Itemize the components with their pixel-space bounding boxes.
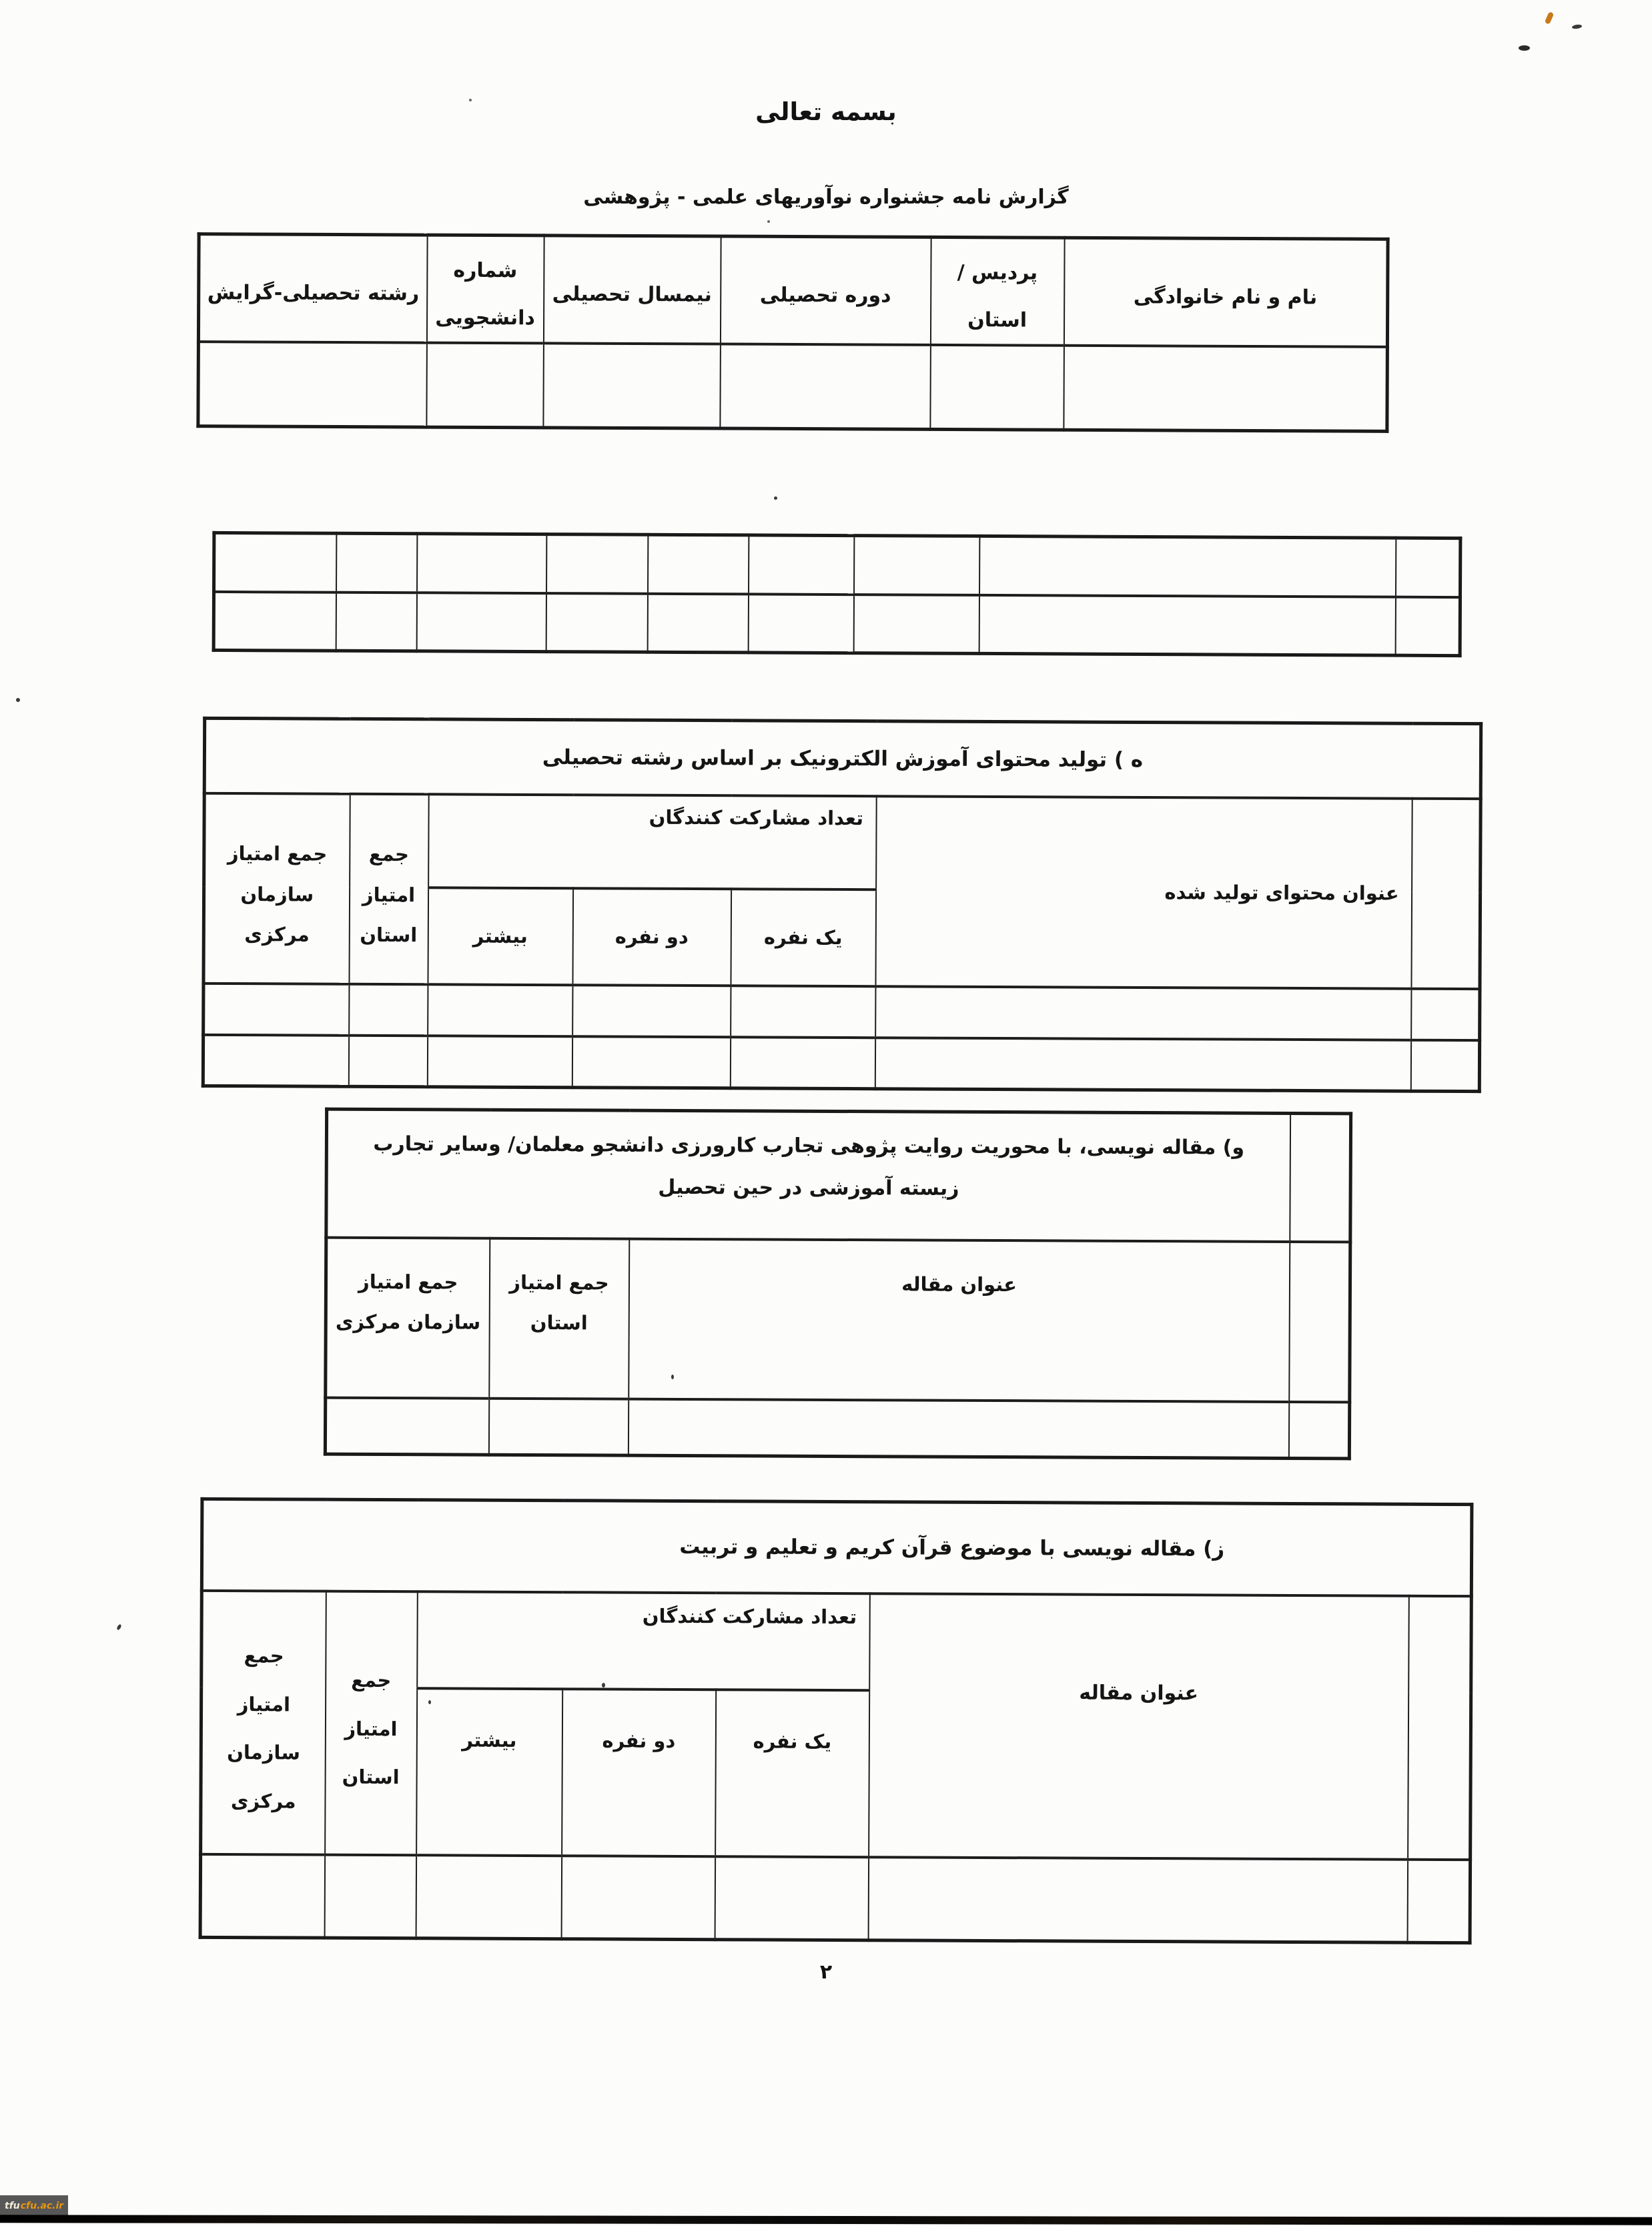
content-title-column-header: عنوان محتوای تولید شده <box>875 796 1412 989</box>
section-e-data-row <box>203 1034 1479 1091</box>
empty-cell <box>546 593 647 653</box>
row-number-column-header <box>1289 1241 1350 1401</box>
empty-cell <box>748 594 853 653</box>
scan-speck <box>16 698 20 702</box>
student-info-data-row <box>198 342 1388 431</box>
empty-cell <box>853 536 979 595</box>
watermark-badge <box>0 2195 68 2216</box>
full-name-cell <box>1064 346 1388 431</box>
student-info-header-row <box>198 234 1388 347</box>
student-info-table <box>196 232 1389 432</box>
header-major: رشته تحصیلی-گرایش <box>198 234 427 343</box>
empty-cell <box>647 593 748 653</box>
empty-cell <box>1395 538 1460 597</box>
article-title-column-header: عنوان مقاله <box>629 1238 1290 1401</box>
one-person-cell <box>715 1856 869 1940</box>
header-student-number: شماره دانشجویی <box>426 235 544 343</box>
section-e-title-row <box>204 718 1481 798</box>
one-person-header: یک نفره <box>715 1690 869 1857</box>
row-number-column-header <box>1290 1113 1351 1241</box>
province-score-header: جمع امتیاز استان <box>325 1591 418 1855</box>
scan-edge-strip <box>0 2215 1652 2225</box>
scan-speck <box>469 99 472 101</box>
row-number-cell <box>1288 1401 1349 1458</box>
empty-row <box>214 532 1461 597</box>
header-full-name: نام و نام خانوادگی <box>1064 238 1388 347</box>
one-person-header: یک نفره <box>731 889 876 986</box>
two-person-header: دو نفره <box>562 1689 716 1856</box>
section-e-data-row <box>203 983 1480 1040</box>
content-title-cell <box>875 1038 1410 1092</box>
two-person-cell <box>561 1856 715 1940</box>
scan-speck <box>1519 45 1530 51</box>
central-org-score-header: جمع امتیاز سازمان مرکزی <box>326 1237 490 1398</box>
participants-count-header: تعداد مشارکت کنندگان <box>417 1591 870 1690</box>
section-e-title: ه ) تولید محتوای آموزش الکترونیک بر اساس رشته تحصیلی <box>204 718 1481 798</box>
empty-row <box>214 591 1460 655</box>
row-number-column-header <box>1408 1595 1472 1859</box>
empty-cell <box>336 592 416 651</box>
empty-cell <box>546 534 648 594</box>
header-campus-province: پردیس / استان <box>930 237 1064 345</box>
one-person-cell <box>730 1037 875 1089</box>
overflow-empty-table <box>212 531 1463 657</box>
more-persons-cell <box>428 984 572 1036</box>
econtent-section-table <box>201 717 1483 1093</box>
empty-cell <box>214 532 336 592</box>
empty-cell <box>979 595 1395 655</box>
empty-cell <box>1395 597 1460 655</box>
participants-count-header: تعداد مشارکت کنندگان <box>428 794 877 889</box>
major-cell <box>198 342 427 426</box>
content-title-cell <box>875 986 1411 1040</box>
empty-cell <box>416 593 546 652</box>
degree-cell <box>720 344 931 429</box>
page-number: ۲ <box>819 1960 833 1984</box>
more-persons-cell <box>427 1036 572 1088</box>
more-persons-cell <box>416 1855 562 1939</box>
header-degree: دوره تحصیلی <box>720 236 931 345</box>
province-score-cell <box>324 1854 416 1938</box>
central-score-cell <box>325 1397 488 1455</box>
narrative-article-section-table <box>324 1108 1352 1461</box>
central-score-cell <box>203 983 349 1035</box>
row-number-cell <box>1410 1040 1479 1091</box>
semester-cell <box>543 343 721 428</box>
section-v-title-row <box>326 1109 1351 1242</box>
empty-cell <box>979 536 1395 597</box>
row-number-cell <box>1407 1859 1471 1942</box>
empty-cell <box>853 595 979 654</box>
empty-cell <box>336 533 417 593</box>
section-e-header-row <box>204 793 1481 891</box>
campus-province-cell <box>930 345 1064 430</box>
article-title-column-header: عنوان مقاله <box>869 1593 1409 1860</box>
section-v-header-row <box>326 1237 1350 1402</box>
province-score-header: جمع امتیاز استان <box>349 793 428 984</box>
watermark-suffix: cfu.ac.ir <box>20 2200 64 2211</box>
central-org-score-header: جمع امتیاز سازمان مرکزی <box>203 793 350 984</box>
section-v-title: و) مقاله نویسی، با محوریت روایت پژوهی تجارب کارورزی دانشجو معلمان/ وسایر تجارب زیسته آموزشی در حین تحصیل <box>326 1109 1290 1241</box>
scan-speck <box>671 1375 674 1379</box>
section-z-data-row <box>200 1854 1471 1942</box>
article-title-cell <box>868 1857 1408 1943</box>
province-score-header: جمع امتیاز استان <box>489 1238 629 1399</box>
watermark-prefix: tfu <box>5 2200 20 2211</box>
empty-cell <box>749 535 854 595</box>
section-v-data-row <box>325 1397 1349 1459</box>
section-z-title-row <box>201 1499 1472 1595</box>
row-number-column-header <box>1411 798 1481 988</box>
central-org-score-header: جمع امتیاز سازمان مرکزی <box>201 1590 326 1854</box>
province-score-cell <box>349 984 428 1036</box>
header-semester: نیمسال تحصیلی <box>543 236 721 344</box>
article-title-cell <box>628 1399 1288 1458</box>
scan-speck <box>1572 24 1583 29</box>
two-person-cell <box>572 985 731 1037</box>
empty-cell <box>417 534 546 593</box>
scan-speck <box>116 1623 122 1630</box>
section-z-header-row <box>201 1590 1472 1692</box>
row-number-cell <box>1411 988 1480 1040</box>
section-z-title: ز) مقاله نویسی با موضوع قرآن کریم و تعلیم و تربیت <box>201 1499 1472 1595</box>
province-score-cell <box>348 1035 427 1087</box>
scan-speck <box>1545 11 1555 25</box>
more-persons-header: بیشتر <box>416 1688 562 1856</box>
central-score-cell <box>203 1034 348 1086</box>
form-title: گزارش نامه جشنواره نوآوریهای علمی - پژوهشی <box>583 186 1069 209</box>
scan-speck <box>774 496 777 500</box>
central-score-cell <box>200 1854 325 1938</box>
two-person-header: دو نفره <box>572 888 731 986</box>
more-persons-header: بیشتر <box>428 887 573 985</box>
student-number-cell <box>426 343 544 428</box>
scan-speck <box>428 1700 431 1704</box>
one-person-cell <box>731 986 875 1038</box>
empty-cell <box>648 534 749 594</box>
scan-speck <box>767 220 770 223</box>
bismillah-heading: بسمه تعالی <box>755 97 897 126</box>
two-person-cell <box>572 1036 730 1088</box>
empty-cell <box>214 591 336 651</box>
quran-article-section-table <box>199 1497 1474 1944</box>
scan-speck <box>602 1683 605 1688</box>
province-score-cell <box>488 1398 628 1455</box>
